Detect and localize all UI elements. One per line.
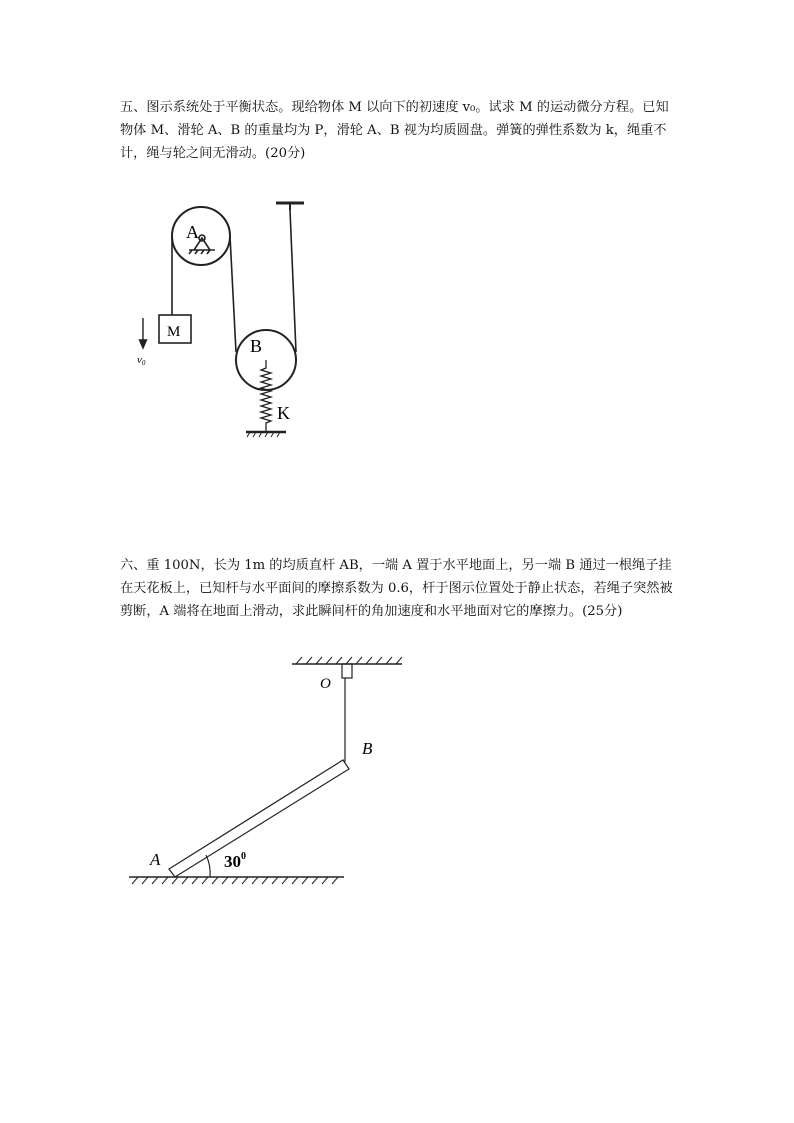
problem-5-text: 五、图示系统处于平衡状态。现给物体 M 以向下的初速度 v₀。试求 M 的运动微分方程。已知物体 M、滑轮 A、B 的重量均为 P，滑轮 A、B 视为均质圆盘。弹簧的弹性系数为 k，绳重不计，绳与轮之间无滑动。(20分) — [120, 100, 669, 161]
label-k: K — [277, 403, 290, 423]
rod-ab — [169, 760, 349, 877]
label-a: A — [186, 222, 199, 242]
angle-label: $30^0$ — [224, 851, 246, 871]
spring-icon — [261, 360, 271, 432]
label-a6: A — [150, 850, 161, 869]
label-v0: v0 — [137, 354, 146, 367]
ceiling-support-icon — [276, 203, 304, 210]
label-b: B — [250, 336, 263, 356]
angle-arc — [206, 855, 210, 877]
rope-attachment — [342, 664, 352, 678]
label-o: O — [320, 676, 331, 692]
problem-6-text: 六、重 100N，长为 1m 的均质直杆 AB，一端 A 置于水平地面上，另一端 B 通过一根绳子挂在天花板上，已知杆与水平面间的摩擦系数为 0.6，杆于图示位置处于静止状态，若绳子突然被剪断，A 端将在地面上滑动，求此瞬间杆的角加速度和水平地面对它的摩擦力。(25分) — [120, 558, 673, 619]
label-b6: B — [362, 739, 373, 758]
ground-hatch-icon — [129, 877, 344, 884]
ceiling-hatch-icon — [292, 657, 402, 664]
velocity-arrow-icon — [140, 318, 147, 348]
spring-ground-icon — [246, 432, 286, 437]
label-m: M — [167, 324, 181, 340]
